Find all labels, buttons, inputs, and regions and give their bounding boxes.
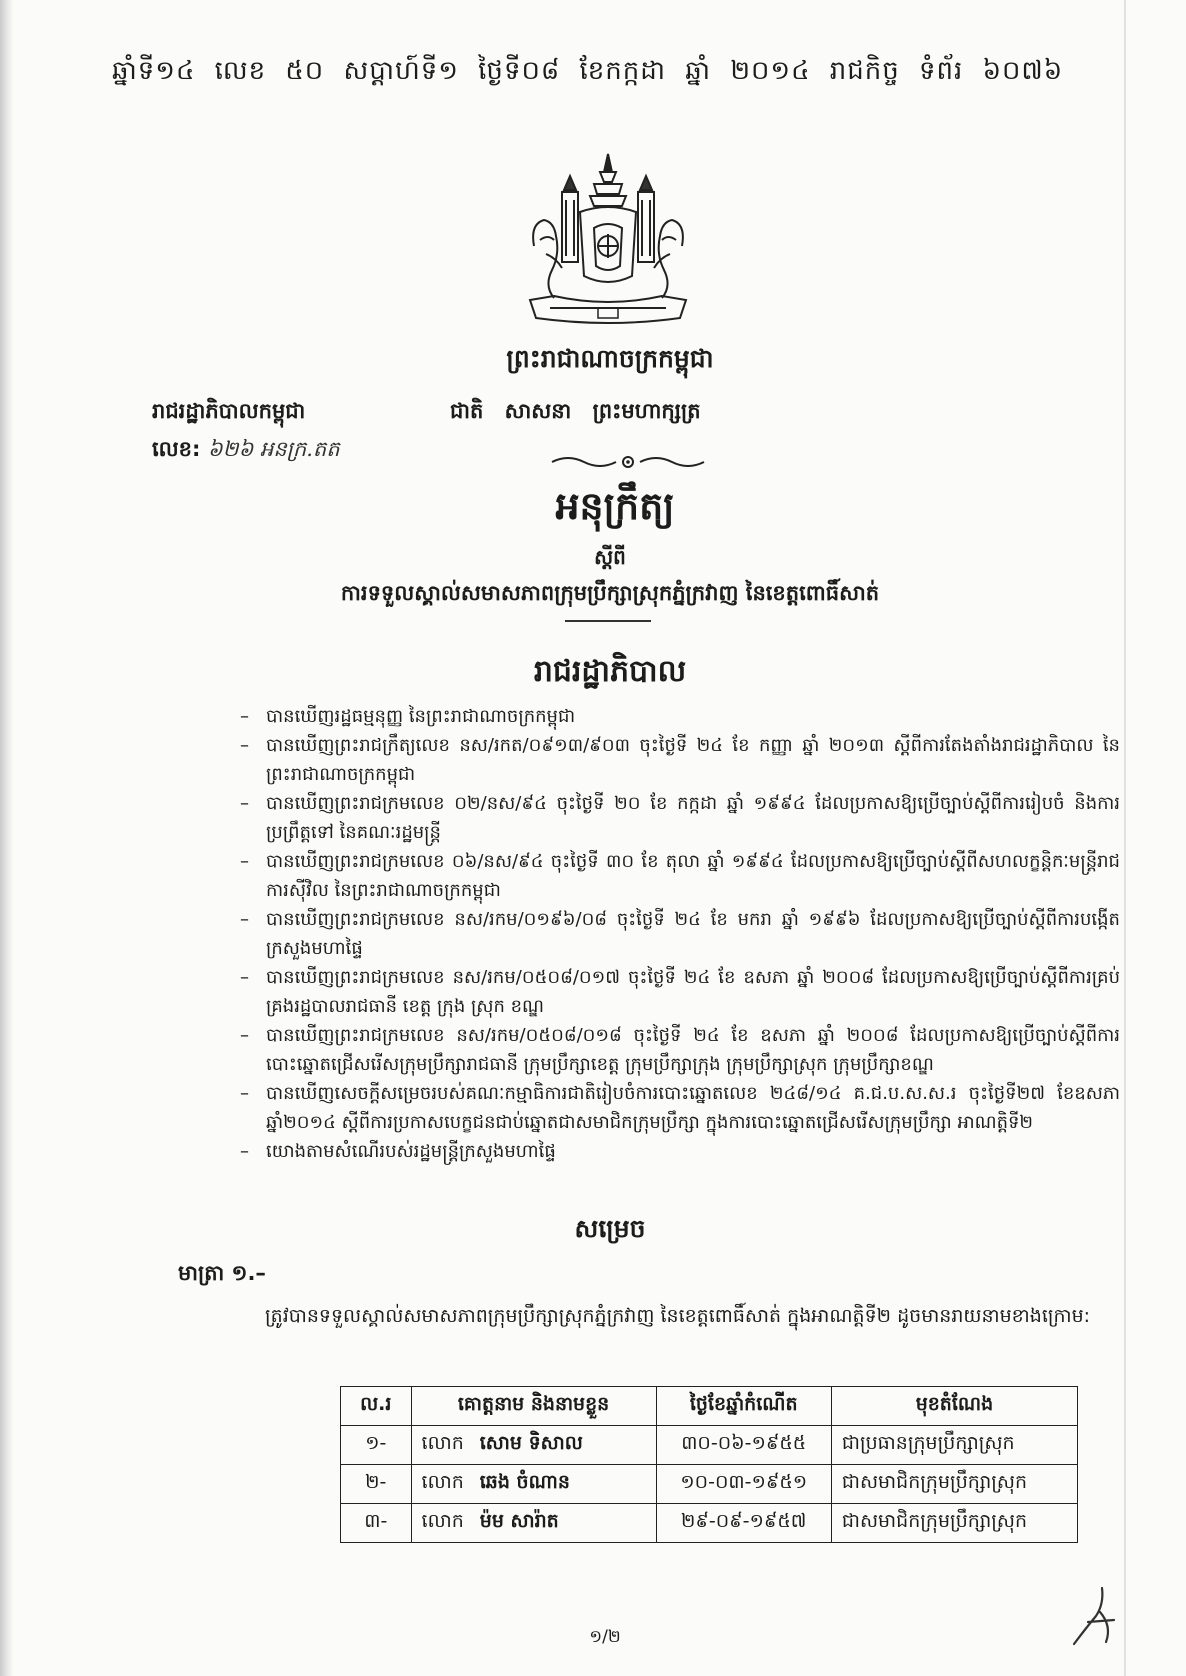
column-header-name: គោត្តនាម និងនាមខ្លួន <box>411 1387 656 1426</box>
article-label: មាត្រា ១.– <box>178 1261 266 1285</box>
reference-number <box>152 436 340 467</box>
issuer-heading: រាជរដ្ឋាភិបាល <box>533 654 687 689</box>
document-type: អនុក្រឹត្យ <box>555 484 675 528</box>
member-name-cell <box>411 1504 656 1543</box>
table-row <box>341 1426 1078 1465</box>
reference-handwritten-number: ៦២៦ អនក្រ.តត <box>207 437 340 461</box>
column-header-number: ល.រ <box>341 1387 412 1426</box>
kingdom-title: ព្រះរាជាណាចក្រកម្ពុជា <box>506 344 714 373</box>
member-position: ជាប្រធានក្រុមប្រឹក្សាស្រុក <box>831 1426 1077 1465</box>
row-number: ៣- <box>341 1504 412 1543</box>
scan-binding-edge <box>0 0 14 1676</box>
decision-heading: សម្រេច <box>574 1214 646 1243</box>
table-row <box>341 1465 1078 1504</box>
visa-text: យោងតាមសំណើរបស់រដ្ឋមន្ត្រីក្រសួងមហាផ្ទៃ <box>266 1141 556 1162</box>
member-name: សោម ទិសាល <box>479 1432 583 1454</box>
member-name: ម៉ម សារ៉ាត <box>479 1510 559 1532</box>
visa-text: បានឃើញព្រះរាជក្រមលេខ នស/រកម/០៥០៨/០១៧ ចុះថ្ងៃទី ២៤ ខែ ឧសភា ឆ្នាំ ២០០៨ ដែលប្រកាសឱ្យប្រើច្បាប់ស្ដីពីការគ្រប់គ្រងរដ្ឋបាលរាជធានី ខេត្ត ក្រុង ស្រុក ខណ្ឌ <box>266 967 1120 1017</box>
members-table <box>340 1386 1078 1543</box>
member-name-cell <box>411 1465 656 1504</box>
visa-text: បានឃើញព្រះរាជក្រមលេខ ០៦/នស/៩៤ ចុះថ្ងៃទី ៣០ ខែ តុលា ឆ្នាំ ១៩៩៤ ដែលប្រកាសឱ្យប្រើច្បាប់ស្ដីពីសហលក្ខន្តិកៈមន្ត្រីរាជការស៊ីវិល នៃព្រះរាជាណាចក្រកម្ពុជា <box>266 851 1120 901</box>
honorific: លោក <box>421 1432 464 1454</box>
article-body: ត្រូវបានទទួលស្គាល់សមាសភាពក្រុមប្រឹក្សាស្រុកភ្នំក្រវាញ នៃខេត្តពោធិ៍សាត់ ក្នុងអាណត្តិទី២ ដូចមានរាយនាមខាងក្រោម: <box>265 1305 1091 1327</box>
visa-item: – បានឃើញរដ្ឋធម្មនុញ្ញ នៃព្រះរាជាណាចក្រកម្ពុជា <box>240 706 576 727</box>
member-position: ជាសមាជិកក្រុមប្រឹក្សាស្រុក <box>831 1504 1077 1543</box>
table-header-row <box>341 1387 1078 1426</box>
member-name-cell <box>411 1426 656 1465</box>
visa-item: – បានឃើញសេចក្ដីសម្រេចរបស់គណៈកម្មាធិការជាតិរៀបចំការបោះឆ្នោតលេខ ២៤៨/១៤ គ.ជ.ប.ស.ស.រ ចុះថ្ងៃទី២៧ ខែឧសភា ឆ្នាំ២០១៤ ស្ដីពីការប្រកាសបេក្ខជនជាប់ឆ្នោតជាសមាជិកក្រុមប្រឹក្សា ក្នុងការបោះឆ្នោតជ្រើសរើសក្រុមប្រឹក្សា អាណត្តិទី២ <box>240 1083 1120 1133</box>
visa-text: បានឃើញព្រះរាជក្រឹត្យលេខ នស/រកត/០៩១៣/៩០៣ ចុះថ្ងៃទី ២៤ ខែ កញ្ញា ឆ្នាំ ២០១៣ ស្ដីពីការតែងតាំងរាជរដ្ឋាភិបាល នៃព្រះរាជាណាចក្រកម្ពុជា <box>266 735 1120 785</box>
visa-text: បានឃើញសេចក្ដីសម្រេចរបស់គណៈកម្មាធិការជាតិរៀបចំការបោះឆ្នោតលេខ ២៤៨/១៤ គ.ជ.ប.ស.ស.រ ចុះថ្ងៃទី២៧ ខែឧសភា ឆ្នាំ២០១៤ ស្ដីពីការប្រកាសបេក្ខជនជាប់ឆ្នោតជាសមាជិកក្រុមប្រឹក្សា ក្នុងការបោះឆ្នោតជ្រើសរើសក្រុមប្រឹក្សា អាណត្តិទី២ <box>266 1083 1120 1133</box>
visa-item: – បានឃើញព្រះរាជក្រមលេខ ០៦/នស/៩៤ ចុះថ្ងៃទី ៣០ ខែ តុលា ឆ្នាំ ១៩៩៤ ដែលប្រកាសឱ្យប្រើច្បាប់ស្ដីពីសហលក្ខន្តិកៈមន្ត្រីរាជការស៊ីវិល នៃព្រះរាជាណាចក្រកម្ពុជា <box>240 851 1120 901</box>
government-name: រាជរដ្ឋាភិបាលកម្ពុជា <box>152 399 306 423</box>
column-header-birthdate: ថ្ងៃខែឆ្នាំកំណើត <box>656 1387 831 1426</box>
column-header-position: មុខតំណែង <box>831 1387 1077 1426</box>
subject-divider <box>565 620 651 622</box>
ornament-divider <box>548 452 708 472</box>
document-subject: ការទទួលស្គាល់សមាសភាពក្រុមប្រឹក្សាស្រុកភ្នំក្រវាញ នៃខេត្តពោធិ៍សាត់ <box>340 581 880 605</box>
visa-item: – យោងតាមសំណើរបស់រដ្ឋមន្ត្រីក្រសួងមហាផ្ទៃ <box>240 1141 556 1162</box>
page-number: ១/២ <box>589 1627 621 1647</box>
visa-text: បានឃើញរដ្ឋធម្មនុញ្ញ នៃព្រះរាជាណាចក្រកម្ពុជា <box>266 706 576 727</box>
handwritten-initials <box>1066 1582 1126 1652</box>
honorific: លោក <box>421 1471 464 1493</box>
gazette-header: ឆ្នាំទី១៤ លេខ ៥០ សប្ដាហ៍ទី១ ថ្ងៃទី០៨ ខែកក្កដា ឆ្នាំ ២០១៤ រាជកិច្ច ទំព័រ ៦០៧៦ <box>112 56 1064 86</box>
visa-item: – បានឃើញព្រះរាជក្រមលេខ នស/រកម/០៥០៨/០១៧ ចុះថ្ងៃទី ២៤ ខែ ឧសភា ឆ្នាំ ២០០៨ ដែលប្រកាសឱ្យប្រើច្បាប់ស្ដីពីការគ្រប់គ្រងរដ្ឋបាលរាជធានី ខេត្ត ក្រុង ស្រុក ខណ្ឌ <box>240 967 1120 1017</box>
reference-label: លេខ: <box>152 437 201 461</box>
row-number: ១- <box>341 1426 412 1465</box>
visa-item: – បានឃើញព្រះរាជក្រមលេខ នស/រកម/០១៩៦/០៨ ចុះថ្ងៃទី ២៤ ខែ មករា ឆ្នាំ ១៩៩៦ ដែលប្រកាសឱ្យប្រើច្បាប់ស្ដីពីការបង្កើតក្រសួងមហាផ្ទៃ <box>240 909 1120 959</box>
scan-fold-line <box>1124 0 1126 1676</box>
member-birthdate: ១០-០៣-១៩៥១ <box>656 1465 831 1504</box>
visa-text: បានឃើញព្រះរាជក្រមលេខ ០២/នស/៩៤ ចុះថ្ងៃទី ២០ ខែ កក្កដា ឆ្នាំ ១៩៩៤ ដែលប្រកាសឱ្យប្រើច្បាប់ស្ដីពីការរៀបចំ និងការប្រព្រឹត្តទៅ នៃគណៈរដ្ឋមន្ត្រី <box>266 793 1120 843</box>
row-number: ២- <box>341 1465 412 1504</box>
visa-text: បានឃើញព្រះរាជក្រមលេខ នស/រកម/០១៩៦/០៨ ចុះថ្ងៃទី ២៤ ខែ មករា ឆ្នាំ ១៩៩៦ ដែលប្រកាសឱ្យប្រើច្បាប់ស្ដីពីការបង្កើតក្រសួងមហាផ្ទៃ <box>266 909 1120 959</box>
table-row <box>341 1504 1078 1543</box>
member-birthdate: ២៩-០៩-១៩៥៧ <box>656 1504 831 1543</box>
visa-text: បានឃើញព្រះរាជក្រមលេខ នស/រកម/០៥០៨/០១៨ ចុះថ្ងៃទី ២៤ ខែ ឧសភា ឆ្នាំ ២០០៨ ដែលប្រកាសឱ្យប្រើច្បាប់ស្ដីពីការបោះឆ្នោតជ្រើសរើសក្រុមប្រឹក្សារាជធានី ក្រុមប្រឹក្សាខេត្ត ក្រុមប្រឹក្សាក្រុង ក្រុមប្រឹក្សាស្រុក ក្រុមប្រឹក្សាខណ្ឌ <box>266 1025 1120 1075</box>
visa-item: – បានឃើញព្រះរាជក្រឹត្យលេខ នស/រកត/០៩១៣/៩០៣ ចុះថ្ងៃទី ២៤ ខែ កញ្ញា ឆ្នាំ ២០១៣ ស្ដីពីការតែងតាំងរាជរដ្ឋាភិបាល នៃព្រះរាជាណាចក្រកម្ពុជា <box>240 735 1120 785</box>
subject-prefix: ស្ដីពី <box>594 545 626 569</box>
visa-list <box>240 702 1120 1166</box>
visa-item: – បានឃើញព្រះរាជក្រមលេខ នស/រកម/០៥០៨/០១៨ ចុះថ្ងៃទី ២៤ ខែ ឧសភា ឆ្នាំ ២០០៨ ដែលប្រកាសឱ្យប្រើច្បាប់ស្ដីពីការបោះឆ្នោតជ្រើសរើសក្រុមប្រឹក្សារាជធានី ក្រុមប្រឹក្សាខេត្ត ក្រុមប្រឹក្សាក្រុង ក្រុមប្រឹក្សាស្រុក ក្រុមប្រឹក្សាខណ្ឌ <box>240 1025 1120 1075</box>
member-position: ជាសមាជិកក្រុមប្រឹក្សាស្រុក <box>831 1465 1077 1504</box>
member-birthdate: ៣០-០៦-១៩៥៥ <box>656 1426 831 1465</box>
honorific: លោក <box>421 1510 464 1532</box>
national-motto: ជាតិ សាសនា ព្រះមហាក្សត្រ <box>450 399 701 423</box>
royal-coat-of-arms-icon <box>520 150 696 336</box>
member-name: ឆេង ចំណាន <box>479 1471 570 1493</box>
visa-item: – បានឃើញព្រះរាជក្រមលេខ ០២/នស/៩៤ ចុះថ្ងៃទី ២០ ខែ កក្កដា ឆ្នាំ ១៩៩៤ ដែលប្រកាសឱ្យប្រើច្បាប់ស្ដីពីការរៀបចំ និងការប្រព្រឹត្តទៅ នៃគណៈរដ្ឋមន្ត្រី <box>240 793 1120 843</box>
